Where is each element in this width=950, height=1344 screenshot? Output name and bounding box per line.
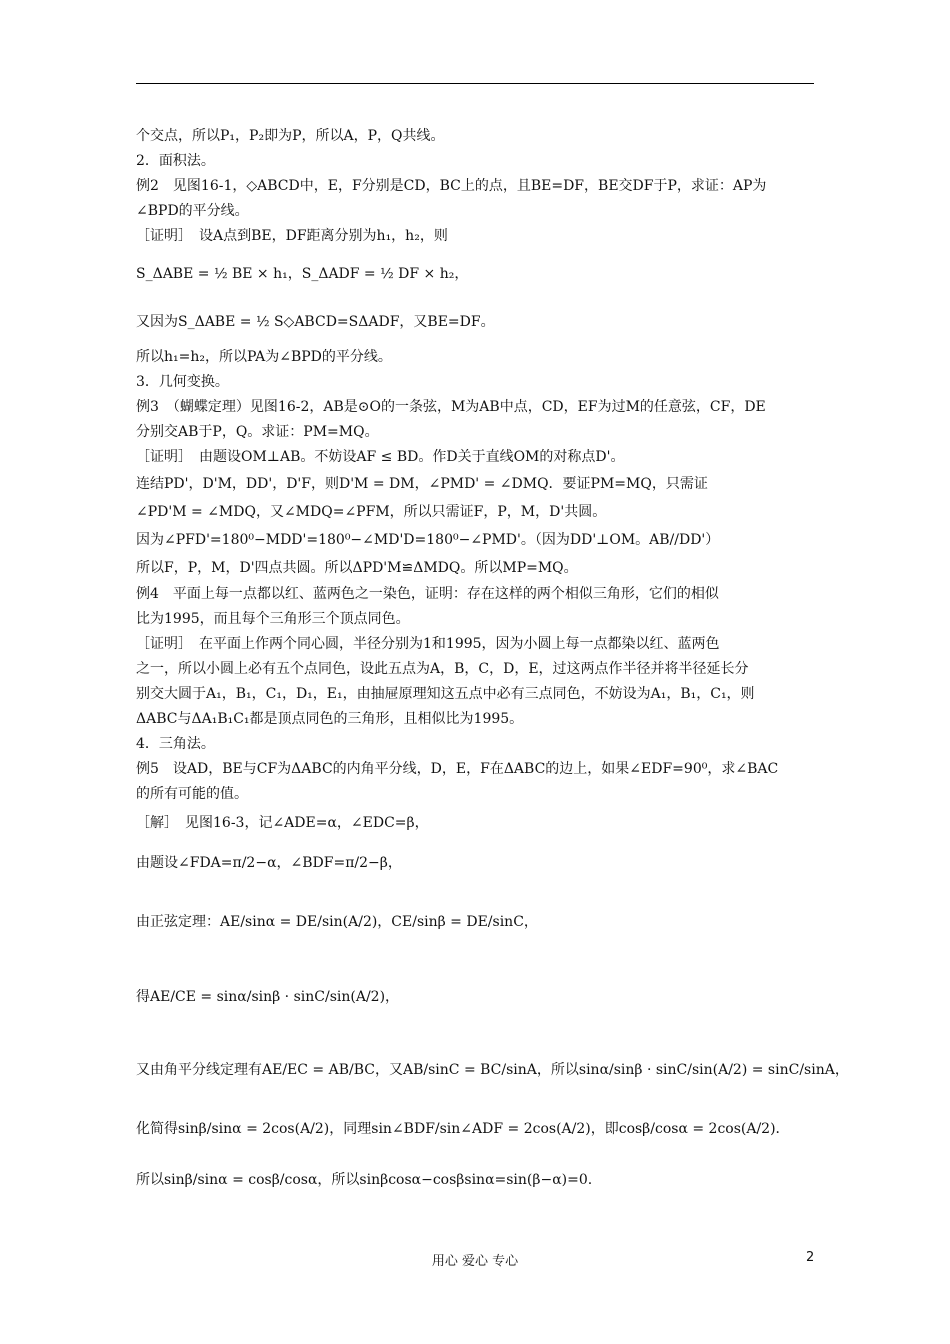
equation-line: 化简得sinβ/sinα = 2cos(A/2)，同理sin∠BDF/sin∠ADF = 2cos(A/2)，即cosβ/cosα = 2cos(A/2)．: [136, 1121, 790, 1137]
text-line: ∠BPD的平分线。: [136, 203, 249, 219]
page-footer: 用心 爱心 专心: [431, 1254, 519, 1269]
page-number: 2: [806, 1250, 815, 1265]
equation-line: 所以sinβ/sinα = cosβ/cosα，所以sinβcosα−cosβsinα=sin(β−α)=0.: [136, 1172, 593, 1188]
text-line: 例4 平面上每一点都以红、蓝两色之一染色，证明：存在这样的两个相似三角形，它们的相似: [136, 586, 719, 602]
text-line: ΔABC与ΔA₁B₁C₁都是顶点同色的三角形，且相似比为1995。: [136, 711, 524, 727]
text-line: 比为1995，而且每个三角形三个顶点同色。: [136, 611, 410, 627]
text-line: 所以F，P，M，D'四点共圆。所以ΔPD'M≌ΔMDQ。所以MP=MQ。: [136, 560, 578, 576]
equation-line: 又由角平分线定理有AE/EC = AB/BC，又AB/sinC = BC/sinA，所以sinα/sinβ · sinC/sin(A/2) = sinC/sinA，: [136, 1062, 849, 1078]
header-rule: [136, 83, 814, 84]
text-line: 例5 设AD，BE与CF为ΔABC的内角平分线，D，E，F在ΔABC的边上，如果∠EDF=90⁰，求∠BAC: [136, 761, 779, 777]
text-line: ［证明］ 由题设OM⊥AB。不妨设AF ≤ BD。作D关于直线OM的对称点D'。: [136, 449, 625, 465]
text-line: 个交点，所以P₁，P₂即为P，所以A，P，Q共线。: [136, 128, 445, 144]
document-body: [136, 124, 849, 1205]
text-line: 的所有可能的值。: [136, 786, 248, 802]
section-heading: 3．几何变换。: [136, 374, 229, 390]
text-line: ［解］ 见图16-3，记∠ADE=α，∠EDC=β，: [136, 815, 429, 831]
text-line: 别交大圆于A₁，B₁，C₁，D₁，E₁，由抽屉原理知这五点中必有三点同色，不妨设为A₁，B₁，C₁，则: [136, 686, 755, 702]
text-line: 分别交AB于P，Q。求证：PM=MQ。: [136, 424, 379, 440]
text-line: 例2 见图16-1，◇ABCD中，E，F分别是CD，BC上的点，且BE=DF，BE交DF于P，求证：AP为: [136, 178, 767, 194]
text-line: ∠PD'M = ∠MDQ，又∠MDQ=∠PFM，所以只需证F，P，M，D'共圆。: [136, 504, 607, 520]
text-line: 例3 （蝴蝶定理）见图16-2，AB是⊙O的一条弦，M为AB中点，CD，EF为过M的任意弦，CF，DE: [136, 399, 766, 415]
equation-line: S_ΔABE = ½ BE × h₁，S_ΔADF = ½ DF × h₂，: [136, 266, 469, 282]
section-heading: 4．三角法。: [136, 736, 215, 752]
text-line: 所以h₁=h₂，所以PA为∠BPD的平分线。: [136, 349, 392, 365]
equation-line: 由题设∠FDA=π/2−α，∠BDF=π/2−β，: [136, 855, 402, 871]
equation-line: 又因为S_ΔABE = ½ S◇ABCD=SΔADF，又BE=DF。: [136, 314, 495, 330]
text-line: 连结PD'，D'M，DD'，D'F，则D'M = DM，∠PMD' = ∠DMQ．要证PM=MQ，只需证: [136, 476, 708, 492]
text-line: 因为∠PFD'=180⁰−MDD'=180⁰−∠MD'D=180⁰−∠PMD'。（因为DD'⊥OM。AB//DD'）: [136, 532, 720, 548]
equation-line: 得AE/CE = sinα/sinβ · sinC/sin(A/2)，: [136, 989, 400, 1005]
equation-line: 由正弦定理：AE/sinα = DE/sin(A/2)，CE/sinβ = DE/sinC，: [136, 914, 538, 930]
text-line: ［证明］ 在平面上作两个同心圆，半径分别为1和1995，因为小圆上每一点都染以红、蓝两色: [136, 636, 720, 652]
text-line: ［证明］ 设A点到BE，DF距离分别为h₁，h₂，则: [136, 228, 448, 244]
text-line: 之一，所以小圆上必有五个点同色，设此五点为A，B，C，D，E，过这两点作半径并将半径延长分: [136, 661, 749, 677]
section-heading: 2．面积法。: [136, 153, 215, 169]
